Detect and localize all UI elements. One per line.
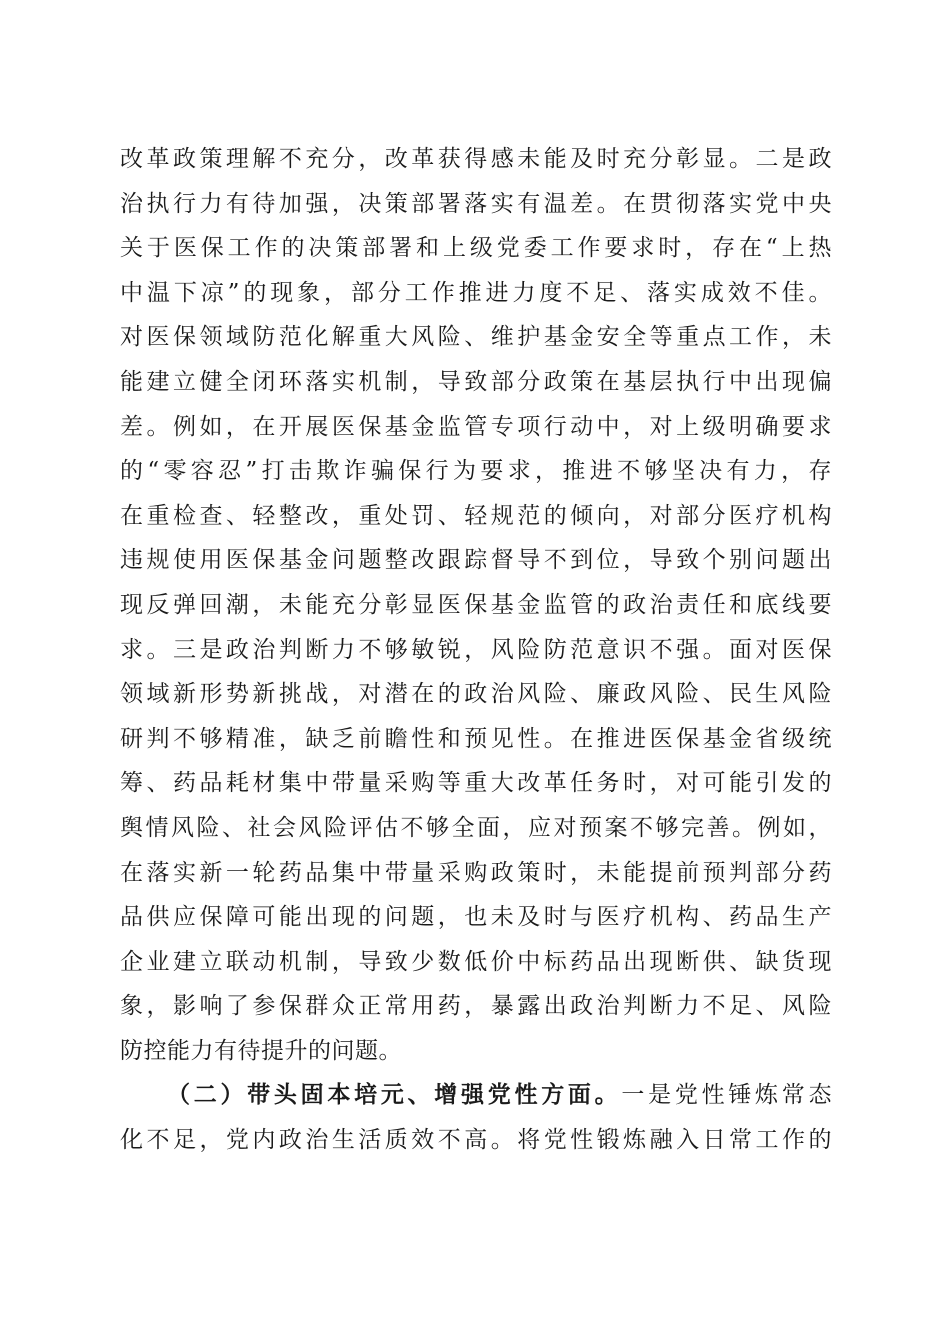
paragraph-line: 的“零容忍”打击欺诈骗保行为要求，推进不够坚决有力，存 [120,458,832,485]
paragraph-line: 防控能力有待提升的问题。 [120,1037,402,1064]
paragraph-line: 现反弹回潮，未能充分彰显医保基金监管的政治责任和底线要 [120,591,832,618]
paragraph-line: 象，影响了参保群众正常用药，暴露出政治判断力不足、风险 [120,993,832,1020]
paragraph-line: 筹、药品耗材集中带量采购等重大改革任务时，对可能引发的 [120,770,832,797]
section-heading-line [120,1073,832,1118]
paragraph-line: 治执行力有待加强，决策部署落实有温差。在贯彻落实党中央 [120,190,832,217]
paragraph-line: 违规使用医保基金问题整改跟踪督导不到位，导致个别问题出 [120,547,832,574]
paragraph-line: 改革政策理解不充分，改革获得感未能及时充分彰显。二是政 [120,146,832,172]
paragraph-line: 中温下凉”的现象，部分工作推进力度不足、落实成效不佳。 [120,279,832,306]
paragraph-line: 化不足，党内政治生活质效不高。将党性锻炼融入日常工作的 [120,1127,832,1154]
paragraph-line: 能建立健全闭环落实机制，导致部分政策在基层执行中出现偏 [120,368,832,395]
paragraph-line: 在重检查、轻整改，重处罚、轻规范的倾向，对部分医疗机构 [120,502,832,529]
paragraph-line: 在落实新一轮药品集中带量采购政策时，未能提前预判部分药 [120,859,832,886]
paragraph-line: 关于医保工作的决策部署和上级党委工作要求时，存在“上热 [120,235,832,262]
paragraph-line: 差。例如，在开展医保基金监管专项行动中，对上级明确要求 [120,413,832,440]
paragraph-line: 品供应保障可能出现的问题，也未及时与医疗机构、药品生产 [120,904,832,931]
section-heading: （二）带头固本培元、增强党性方面。 [167,1081,622,1109]
paragraph-line: 领域新形势新挑战，对潜在的政治风险、廉政风险、民生风险 [120,681,832,708]
body-text [120,137,832,1163]
paragraph-line: 企业建立联动机制，导致少数低价中标药品出现断供、缺货现 [120,948,832,975]
paragraph-line: 对医保领域防范化解重大风险、维护基金安全等重点工作，未 [120,324,832,351]
section-text: 一是党性锤炼常态 [621,1082,832,1109]
paragraph-line: 舆情风险、社会风险评估不够全面，应对预案不够完善。例如， [120,814,832,841]
paragraph-line: 研判不够精准，缺乏前瞻性和预见性。在推进医保基金省级统 [120,725,832,752]
paragraph-line: 求。三是政治判断力不够敏锐，风险防范意识不强。面对医保 [120,636,832,663]
